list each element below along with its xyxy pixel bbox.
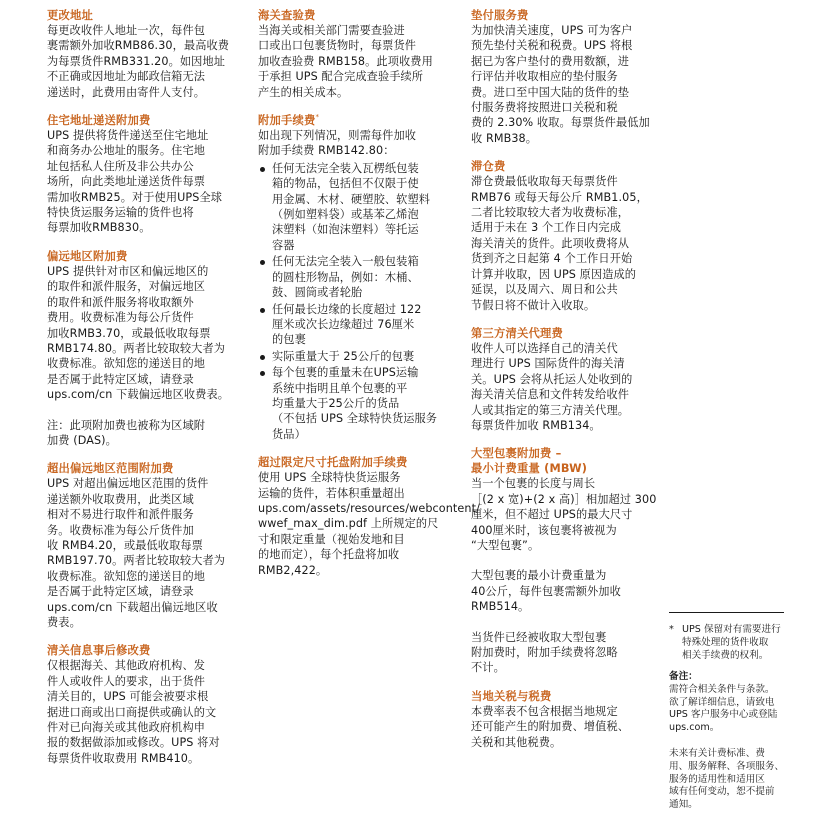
section-title-text: 附加手续费 (258, 114, 316, 128)
section-body: 每更改收件人地址一次，每件包 裹需额外加收RMB86.30，最高收费 为每票货件RMB331.20。如因地址 不正确或因地址为邮政信箱无法 递送时，此费用由寄件人支付。 (47, 24, 230, 99)
section-customs-inspection (258, 8, 458, 100)
section-title: 当地关税与税费 (471, 689, 552, 703)
remarks-body: 需符合相关条件与条款。 欲了解详细信息，请致电 UPS 客户服务中心或登陆 ups.com。 (669, 683, 778, 734)
section-post-clearance-modification (47, 643, 247, 766)
list-item: 实际重量大于 25公斤的包裹 (258, 349, 458, 364)
section-body: UPS 提供将货件递送至住宅地址 和商务办公地址的服务。住宅地 址包括私人住所及非公共办公 场所，向此类地址递送货件每票 需加收RMB25。对于使用UPS全球 特快货运服务运输的货件也将 每票加收RMB830。 (47, 129, 223, 235)
footnote (669, 624, 819, 662)
section-body: 当货件已经被收取大型包裹 附加费时，附加手续费将忽略 不计。 (471, 630, 618, 675)
remarks-body: 未来有关计费标准、费 用、服务解释、各项服务、 服务的适用性和适用区 域有任何变动，恕不提前 通知。 (669, 747, 785, 811)
section-extended-area-surcharge (47, 461, 247, 630)
column-2 (258, 8, 480, 591)
column-3 (471, 8, 663, 763)
section-body: 滞仓费最低收取每天每票货件 RMB76 或每天每公斤 RMB1.05， 二者比较取较大者为收费标准， 适用于未在 3 个工作日内完成 海关清关的货件。此项收费将从 货到齐之日起第 4 个工作日开始 计算并收取，因 UPS 原因造成的 延误，以及周六、周日和公共 节假日将不做计入收取。 (471, 175, 648, 312)
section-address-correction (47, 8, 247, 100)
section-residential-surcharge (47, 113, 247, 236)
section-title: 超出偏远地区范围附加费 (47, 462, 174, 476)
remarks-title: 备注： (669, 671, 698, 682)
list-item: 任何最长边缘的长度超过 122 厘米或次长边缘超过 76厘米 的包裹 (258, 302, 458, 348)
section-local-duties-taxes (471, 689, 663, 750)
list-item: 任何无法完全装入瓦楞纸包装 箱的物品，包括但不仅限于使 用金属、木材、硬塑胶、软塑料 （例如塑料袋）或基苯乙烯泡 沫塑料（如泡沫塑料）等托运 容器 (258, 161, 458, 253)
section-title: 偏远地区附加费 (47, 249, 128, 263)
section-body: 当一个包裹的长度与周长 ［(2 x 宽)+(2 x 高)］相加超过 300 厘米，但不超过 UPS的最大尺寸 400厘米时，该包裹将被视为 “大型包裹”。 (471, 477, 657, 552)
section-title: 超过限定尺寸托盘附加手续费 (258, 456, 408, 470)
section-title: 垫付服务费 (471, 9, 529, 22)
section-title: 滞仓费 (471, 160, 506, 174)
section-title (258, 113, 458, 128)
remarks (669, 671, 819, 812)
section-body: UPS 对超出偏远地区范围的货件 递送额外收取费用，此类区域 相对不易进行取件和派件服务 务。收费标准为每公斤货件加 收 RMB4.20，或最低收取每票 RMB197.70。两者比较取较大者为 收费标准。欲知您的递送目的地 是否属于此特定区域，请登录 ups.com/cn 下载超出偏远地区收 费表。 (47, 477, 226, 629)
section-disbursement-fee (471, 8, 663, 146)
section-title: 住宅地址递送附加费 (47, 114, 151, 128)
footnote-mark: * (669, 624, 674, 635)
section-body: 本费率表不包含根据当地规定 还可能产生的附加费、增值税、 关税和其他税费。 (471, 704, 630, 749)
section-oversize-pallet (258, 455, 480, 578)
section-body: 大型包裹的最小计费重量为 40公斤，每件包裹需额外加收 RMB514。 (471, 569, 621, 614)
section-large-package (471, 446, 663, 675)
section-title: 清关信息事后修改费 (47, 644, 151, 658)
footnote-text: UPS 保留对有需要进行 特殊处理的货件收取 相关手续费的权利。 (682, 624, 781, 661)
section-title: 海关查验费 (258, 9, 316, 22)
section-body: 如出现下列情况，则需每件加收 附加手续费 RMB142.80： (258, 129, 417, 158)
handling-conditions-list (258, 161, 458, 442)
section-third-party-broker (471, 326, 663, 433)
section-body: 仅根据海关、其他政府机构、发 件人或收件人的要求，出于货件 清关目的，UPS 可能会被要求根 据进口商或出口商提供或确认的文 件对已向海关或其他政府机构申 报的数据做添加或修改。UPS 将对 每票货件收取费用 RMB410。 (47, 659, 220, 765)
footnote-mark: * (315, 113, 320, 122)
section-title: 第三方清关代理费 (471, 326, 563, 340)
column-1 (47, 8, 247, 779)
section-body: 使用 UPS 全球特快货运服务 运输的货件，若体积重量超出 ups.com/assets/resources/webcontent/ wwef_max_dim.pdf 上所规定的尺 寸和限定重量（视始发地和目 的地而定），每个托盘将加收 RMB2,422。 (258, 471, 480, 577)
section-body: UPS 提供针对市区和偏远地区的 的取件和派件服务，对偏远地区 的取件和派件服务将收取额外 费用。收费标准为每公斤货件 加收RMB3.70，或最低收取每票 RMB174.80。两者比较取较大者为 收费标准。欲知您的递送目的地 是否属于此特定区域，请登录 ups.com/cn 下载偏远地区收费表。 (47, 264, 230, 402)
section-remote-area-surcharge (47, 249, 247, 448)
list-item: 每个包裹的重量未在UPS运输 系统中指明且单个包裹的平 均重量大于25公斤的货品 （不包括 UPS 全球特快货运服务 货品） (258, 365, 458, 442)
list-item: 任何无法完全装入一般包装箱 的圆柱形物品，例如：木桶、 鼓、圆筒或者轮胎 (258, 254, 458, 300)
section-additional-handling (258, 113, 458, 442)
section-title: 更改地址 (47, 9, 93, 22)
footnote-divider (669, 612, 784, 613)
section-body: 当海关或相关部门需要查验进 口或出口包裹货物时，每票货件 加收查验费 RMB158。此项收费用 于承担 UPS 配合完成查验手续所 产生的相关成本。 (258, 24, 433, 99)
section-note: 注：此项附加费也被称为区域附 加费 (DAS)。 (47, 418, 206, 447)
section-body: 为加快清关速度，UPS 可为客户 预先垫付关税和税费。UPS 将根 据已为客户垫付的费用数额，进 行评估并收取相应的垫付服务 费。进口至中国大陆的货件的垫 付服务费将按照进口关税和税 费的 2.30% 收取。每票货件最低加 收 RMB38。 (471, 24, 650, 145)
section-storage-fee (471, 159, 663, 313)
section-body: 收件人可以选择自己的清关代 理进行 UPS 国际货件的海关清 关。UPS 会将从托运人处收到的 海关清关信息和文件转发给收件 人或其指定的第三方清关代理。 每票货件加收 RMB134。 (471, 341, 633, 432)
section-title: 大型包裹附加费 – 最小计费重量 (MBW) (471, 447, 588, 476)
